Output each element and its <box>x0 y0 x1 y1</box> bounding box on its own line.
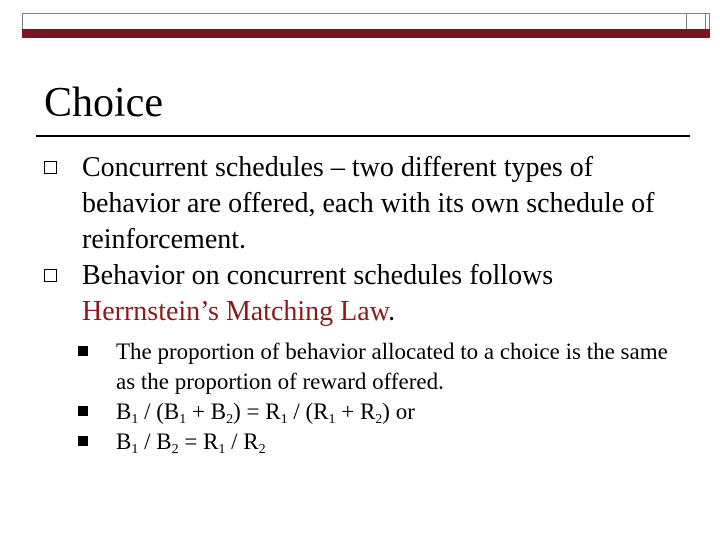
sub-bullet-list <box>78 337 678 457</box>
filled-square-bullet-icon <box>78 346 88 356</box>
matching-law-link[interactable]: Herrnstein’s Matching Law <box>82 296 389 327</box>
equation-matching-law: $B_1 / (B_1 + B_2) = R_1 / (R_1 + R_2)$ or <box>78 397 678 427</box>
hollow-square-bullet-icon <box>44 269 57 282</box>
title-divider <box>36 135 690 137</box>
hollow-square-bullet-icon <box>44 161 57 174</box>
slide-title: Choice <box>44 80 163 126</box>
bullet-list <box>44 150 694 330</box>
bullet-text: Concurrent schedules – two different types of behavior are offered, each with its own schedule of reinforcement. <box>82 152 655 255</box>
bullet-item <box>44 150 694 258</box>
bullet-text: Behavior on concurrent schedules follows <box>82 260 554 291</box>
bullet-item <box>44 258 694 330</box>
filled-square-bullet-icon <box>78 436 88 446</box>
equation-ratio: $B_1 / B_2 = R_1 / R_2$ <box>78 427 678 457</box>
bullet-text-end: . <box>388 296 396 327</box>
header-square-band <box>686 29 706 38</box>
sub-bullet-text: The proportion of behavior allocated to a choice is the same as the proportion of reward offered. <box>116 339 668 394</box>
sub-bullet-item <box>78 337 678 397</box>
header-band <box>22 29 710 38</box>
filled-square-bullet-icon <box>78 406 88 416</box>
